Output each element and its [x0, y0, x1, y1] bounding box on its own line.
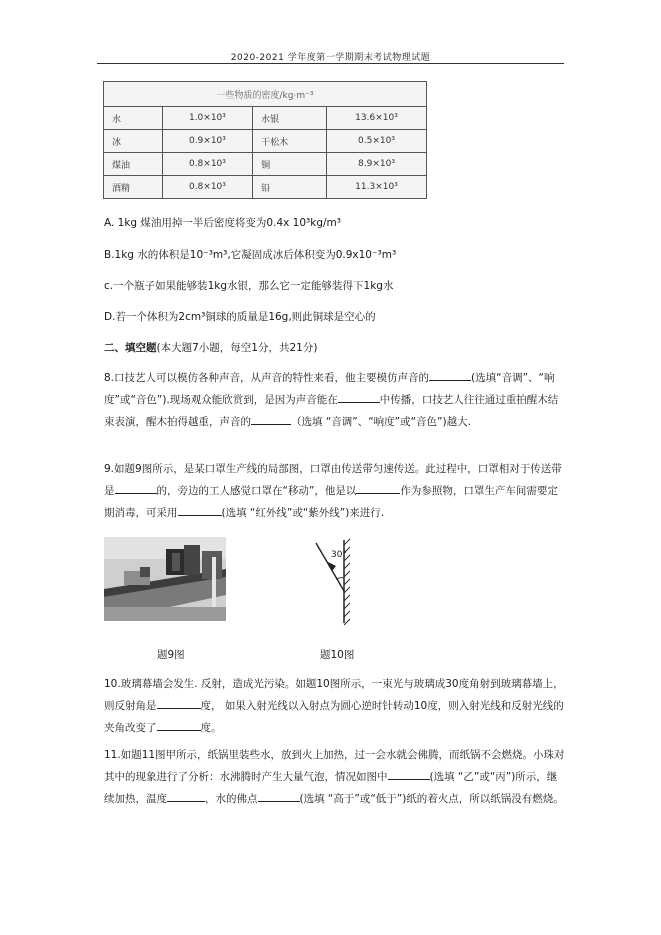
answer-blank[interactable]	[251, 412, 291, 425]
answer-blank[interactable]	[338, 390, 380, 403]
answer-blank[interactable]	[258, 789, 300, 802]
table-cell: 0.8×10³	[162, 153, 252, 176]
density-table	[103, 81, 427, 199]
answer-blank[interactable]	[157, 718, 201, 731]
table-cell: 干松木	[253, 130, 327, 153]
answer-blank[interactable]	[115, 481, 157, 494]
q8-text: 中传播，口技艺人往往通过重拍醒木结束表演，醒木拍得越重，声音的	[104, 394, 559, 428]
q10-text: 10.玻璃幕墙会发生. 反射，造成光污染。如题10图所示，一束光与玻璃成30度角射到玻璃幕墙上，则反射角是	[104, 678, 564, 712]
q9-text: 作为参照物，口罩生产车间需要定期消毒，可采用	[104, 485, 558, 519]
q9-text: 的，旁边的工人感觉口罩在“移动”，他是以	[156, 485, 357, 497]
question-8	[104, 367, 566, 433]
table-caption: 一些物质的密度/kg·m⁻³	[104, 82, 427, 107]
question-9	[104, 458, 566, 524]
option-d: D.若一个体积为2cm³铜球的质量是16g,则此铜球是空心的	[104, 311, 376, 323]
table-row	[104, 130, 427, 153]
question-10	[104, 673, 566, 739]
q10-text: 度， 如果入射光线以入射点为圆心逆时针转动10度，则入射光线和反射光线的夹角改变了	[104, 700, 564, 734]
table-cell: 酒精	[104, 176, 163, 199]
q8-text: (选填“音调”、“响度”或“音色”).现场观众能欣赏到，是因为声音能在	[104, 372, 555, 406]
q9-text: 9.如题9图所示，是某口罩生产线的局部图，口罩由传送带匀速传送。此过程中，口罩相对于传送带是	[104, 463, 562, 497]
fig9-caption: 题9图	[157, 649, 185, 661]
table-cell: 0.5×10³	[326, 130, 426, 153]
answer-blank[interactable]	[429, 368, 471, 381]
option-a: A. 1kg 煤油用掉一半后密度将变为0.4x 10³kg/m³	[104, 217, 341, 229]
table-row	[104, 107, 427, 130]
q11-text: (选填 “高于”或“低于”)纸的着火点，所以纸锅没有燃烧。	[299, 793, 564, 805]
table-cell: 水	[104, 107, 163, 130]
table-cell: 1.0×10³	[162, 107, 252, 130]
q8-text: 8.口技艺人可以模仿各种声音，从声音的特性来看，他主要模仿声音的	[104, 372, 430, 384]
answer-blank[interactable]	[178, 503, 222, 516]
fig10-caption: 题10图	[320, 649, 355, 661]
table-cell: 铅	[253, 176, 327, 199]
header-rule	[97, 63, 564, 64]
table-row	[104, 176, 427, 199]
table-cell: 煤油	[104, 153, 163, 176]
table-row	[104, 153, 427, 176]
answer-blank[interactable]	[167, 789, 205, 802]
q9-text: (选填 “红外线”或“紫外线”)来进行.	[221, 507, 385, 519]
page-header: 2020-2021 学年度第一学期期末考试物理试题	[230, 53, 431, 63]
q8-text: （选填 “音调”、“响度”或“音色”)越大.	[291, 416, 471, 428]
q10-text: 度。	[200, 722, 222, 734]
production-line-photo	[104, 537, 226, 621]
production-line-illustration	[104, 537, 226, 621]
table-cell: 13.6×10³	[326, 107, 426, 130]
option-b: B.1kg 水的体积是10⁻³m³,它凝固成冰后体积变为0.9x10⁻³m³	[104, 249, 397, 261]
table-cell: 8.9×10³	[326, 153, 426, 176]
answer-blank[interactable]	[356, 481, 400, 494]
answer-blank[interactable]	[157, 696, 201, 709]
table-cell: 0.8×10³	[162, 176, 252, 199]
answer-blank[interactable]	[388, 767, 430, 780]
reflection-diagram	[306, 535, 362, 627]
section-label: 二、填空题	[104, 342, 157, 354]
q11-text: ，水的佛点	[205, 793, 258, 805]
angle-label: 30°	[331, 550, 347, 560]
table-cell: 冰	[104, 130, 163, 153]
section-heading	[104, 338, 317, 359]
question-11	[104, 744, 566, 810]
table-cell: 11.3×10³	[326, 176, 426, 199]
table-cell: 水银	[253, 107, 327, 130]
table-cell: 0.9×10³	[162, 130, 252, 153]
q11-text: (选填 “乙”或“丙”)所示，继续加热，温度	[104, 771, 558, 805]
table-cell: 铜	[253, 153, 327, 176]
section-detail: (本大题7小题，每空1分，共21分)	[156, 342, 318, 354]
option-c: c.一个瓶子如果能够装1kg水银，那么它一定能够装得下1kg水	[104, 280, 394, 292]
q11-text: 11.如题11图甲所示，纸锅里装些水，放到火上加热，过一会水就会佛腾，而纸锅不会燃烧。小珠对其中的现象进行了分析：水沸腾时产生大量气泡，情况如图中	[104, 749, 565, 783]
